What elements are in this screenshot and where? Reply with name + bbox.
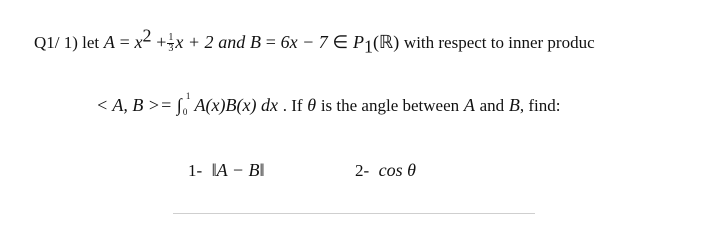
divider-line <box>173 213 535 214</box>
exponent: 2 <box>142 25 152 46</box>
theta-symbol: θ <box>307 95 317 115</box>
task-number: 1- <box>188 161 203 180</box>
angle-text-4: , find: <box>519 96 561 115</box>
poly-A-tail: x + 2 <box>175 32 214 52</box>
inner-product-lhs: < A, B >= <box>96 95 173 115</box>
task-2 <box>355 160 416 181</box>
task-number: 2- <box>355 161 370 180</box>
task-1 <box>188 160 265 181</box>
tail-text: with respect to inner produc <box>403 33 595 52</box>
angle-text-1: . If <box>282 96 303 115</box>
space-R: (ℝ) <box>372 32 400 52</box>
question-label: Q1/ 1) let <box>34 33 100 52</box>
question-line-1: Q1/ 1) let $A = x^2$ + $\frac{1}{3}$ x + 2 and B = 6x − 7 ∈ $P_1(ℝ)$ with respect to inner produc <box>34 25 595 57</box>
space-P: P <box>352 32 364 52</box>
var-B: B <box>250 32 262 52</box>
and-word: and <box>218 32 246 52</box>
question-line-2 <box>96 91 561 117</box>
poly-A-x2: x <box>134 32 143 52</box>
task-expression: ‖A − B‖ <box>211 160 265 180</box>
space-subscript: 1 <box>363 36 373 57</box>
angle-text-3: and <box>479 96 505 115</box>
var-A: A <box>103 32 115 52</box>
angle-text-2: is the angle between <box>320 96 460 115</box>
var-A-ref: A <box>463 95 475 115</box>
integral-sign: ∫ 1 0 <box>176 91 191 117</box>
fraction-one-third: $\frac{1}{3}$ <box>168 32 174 55</box>
var-B-ref: B <box>508 95 520 115</box>
integrand: A(x)B(x) dx <box>194 95 278 115</box>
poly-B: 6x − 7 <box>280 32 328 52</box>
task-expression: cos θ <box>378 160 416 180</box>
